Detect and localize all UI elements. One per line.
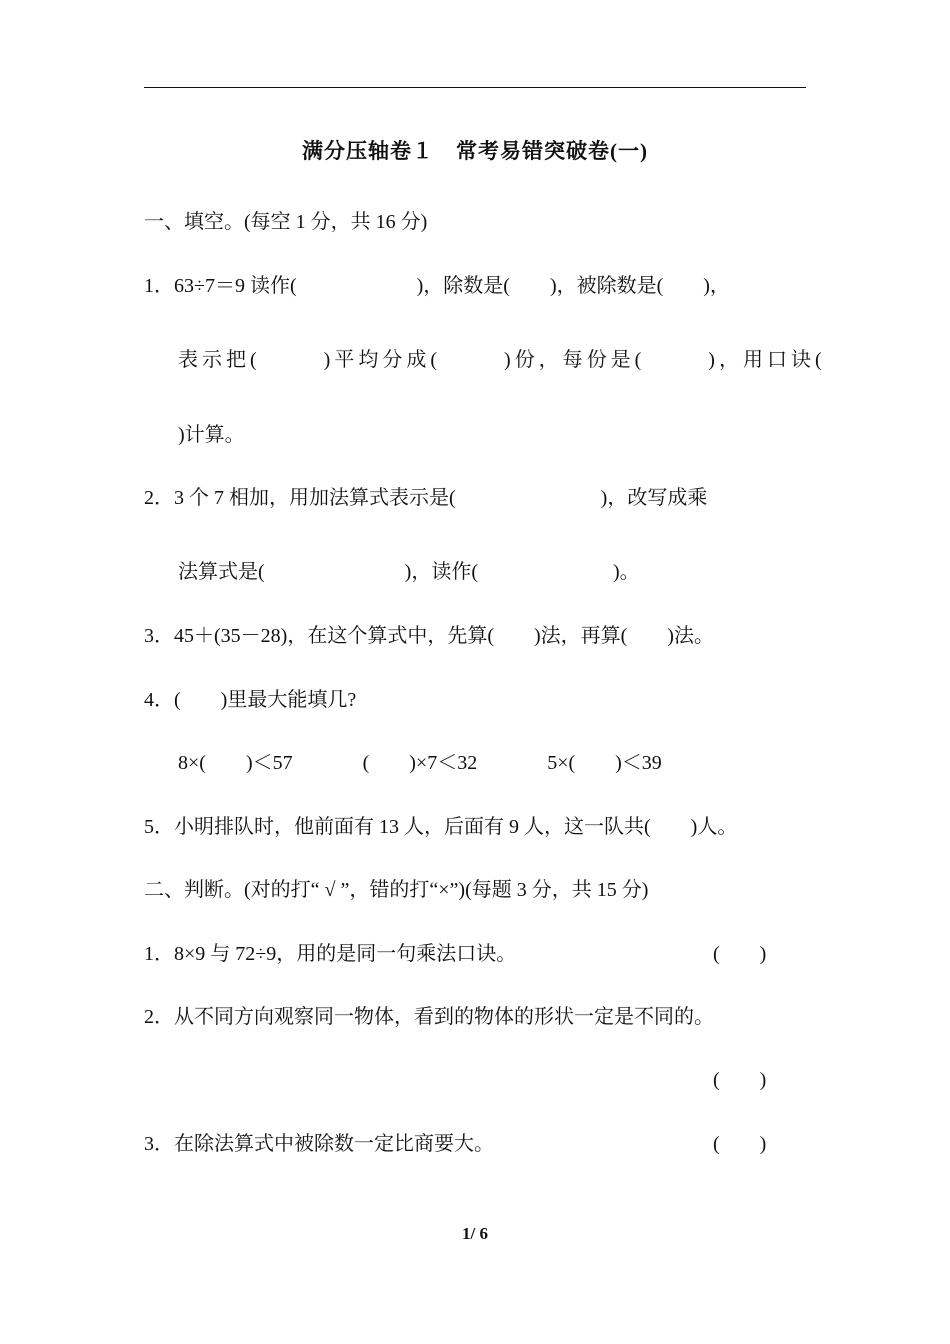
q1-line1: 1．63÷7＝9 读作( )，除数是( )，被除数是( )， [144, 275, 730, 297]
page-title: 满分压轴卷１ 常考易错突破卷(一) [302, 139, 648, 163]
q3: 3．45＋(35－28)，在这个算式中，先算( )法，再算( )法。 [144, 625, 714, 647]
judge-item-3: 3．在除法算式中被除数一定比商要大。 [144, 1133, 494, 1155]
judge-item-1: 1．8×9 与 72÷9，用的是同一句乘法口诀。 [144, 943, 517, 965]
judge-answer-3: ( ) [713, 1133, 767, 1155]
q2-line2: 法算式是( )，读作( )。 [178, 561, 640, 583]
page-number: 1/ 6 [462, 1224, 488, 1243]
q5: 5．小明排队时，他前面有 13 人，后面有 9 人，这一队共( )人。 [144, 816, 738, 838]
judge-answer-1: ( ) [713, 943, 767, 965]
judge-item-2: 2．从不同方向观察同一物体，看到的物体的形状一定是不同的。 [144, 1006, 714, 1028]
q1-line2: 表示把( )平均分成( )份，每份是( )，用口诀( [178, 349, 826, 371]
header-rule [144, 87, 806, 88]
q4-items: 8×( )＜57 ( )×7＜32 5×( )＜39 [178, 752, 662, 774]
q2-line1: 2．3 个 7 相加，用加法算式表示是( )，改写成乘 [144, 487, 708, 509]
q1-line3: )计算。 [178, 424, 245, 446]
section1-heading: 一、填空。(每空 1 分，共 16 分) [144, 211, 428, 233]
judge-answer-2: ( ) [713, 1069, 767, 1091]
q4: 4．( )里最大能填几? [144, 689, 357, 711]
section2-heading: 二、判断。(对的打“ √ ”，错的打“×”)(每题 3 分，共 15 分) [144, 879, 649, 901]
